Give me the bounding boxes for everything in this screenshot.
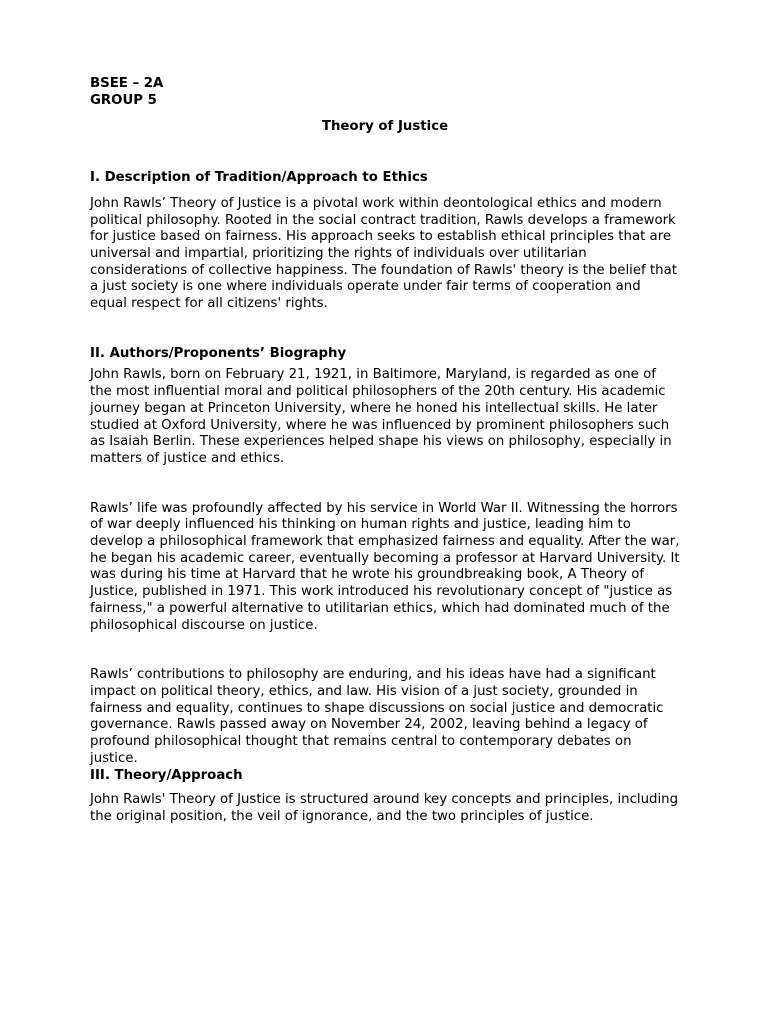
section-heading-theory: III. Theory/Approach (90, 767, 243, 783)
section-heading-biography: II. Authors/Proponents’ Biography (90, 345, 347, 361)
course-section-label: BSEE – 2A (90, 76, 164, 91)
paragraph-theory: John Rawls' Theory of Justice is structured around key concepts and principles, including the original position, the veil of ignorance, and the two principles of justice. (90, 792, 679, 824)
paragraph-biography-3: Rawls’ contributions to philosophy are enduring, and his ideas have had a significant impact on political theory, ethics, and law. His vision of a just society, grounded in fairness and equality, continues to shape discussions on social justice and democratic governance. Rawls passed away on November 24, 2002, leaving behind a legacy of profound philosophical thought that remains central to contemporary debates on justice. (90, 667, 664, 766)
document-page (90, 76, 680, 826)
paragraph-biography-1: John Rawls, born on February 21, 1921, in Baltimore, Maryland, is regarded as one of the most influential moral and political philosophers of the 20th century. His academic journey began at Princeton University, where he honed his intellectual skills. He later studied at Oxford University, where he was influenced by prominent philosophers such as Isaiah Berlin. These experiences helped shape his views on philosophy, especially in matters of justice and ethics. (90, 367, 672, 466)
paragraph-description: John Rawls’ Theory of Justice is a pivotal work within deontological ethics and modern political philosophy. Rooted in the social contract tradition, Rawls develops a framework for justice based on fairness. His approach seeks to establish ethical principles that are universal and impartial, prioritizing the rights of individuals over utilitarian considerations of collective happiness. The foundation of Rawls' theory is the belief that a just society is one where individuals operate under fair terms of cooperation and equal respect for all citizens' rights. (90, 195, 677, 312)
document-title: Theory of Justice (321, 119, 449, 135)
section-heading-description: I. Description of Tradition/Approach to Ethics (90, 170, 428, 186)
group-label: GROUP 5 (90, 92, 157, 108)
paragraph-biography-2: Rawls’ life was profoundly affected by his service in World War II. Witnessing the horrors of war deeply influenced his thinking on human rights and justice, leading him to develop a philosophical framework that emphasized fairness and equality. After the war, he began his academic career, eventually becoming a professor at Harvard University. It was during his time at Harvard that he wrote his groundbreaking book, A Theory of Justice, published in 1971. This work introduced his revolutionary concept of "justice as fairness," a powerful alternative to utilitarian ethics, which had dominated much of the philosophical discourse on justice. (90, 500, 680, 633)
